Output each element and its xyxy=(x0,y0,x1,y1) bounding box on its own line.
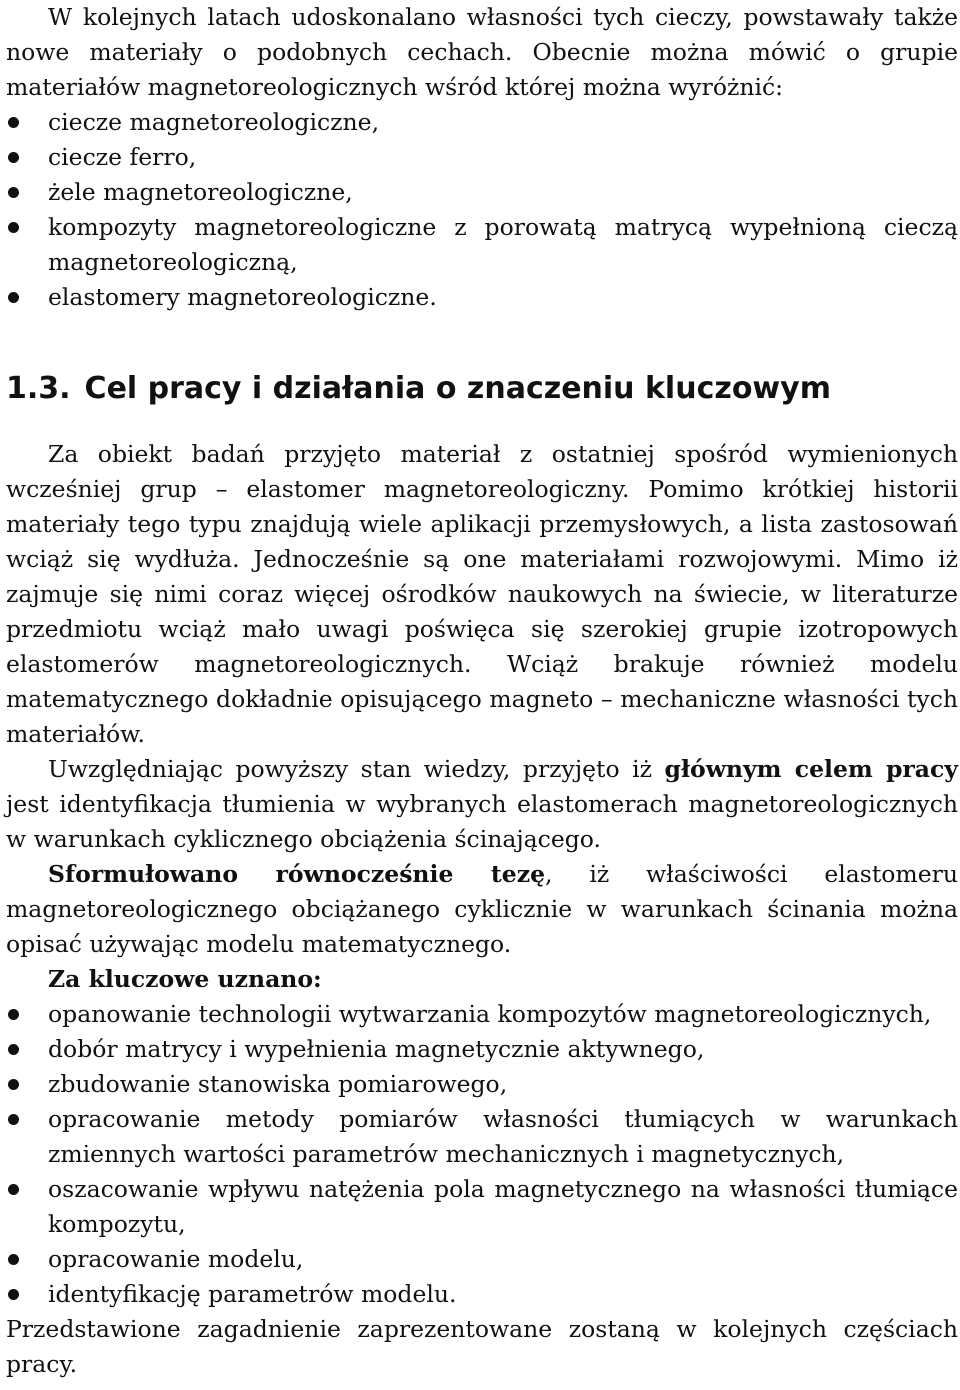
list-item-text: dobór matrycy i wypełnienia magnetycznie aktywnego, xyxy=(48,1035,705,1063)
list-item-text: opanowanie technologii wytwarzania kompozytów magnetoreologicznych, xyxy=(48,1000,932,1028)
bullet-icon xyxy=(8,152,19,163)
list-item xyxy=(6,1172,958,1242)
list-item xyxy=(6,105,958,140)
document-page xyxy=(6,0,958,1382)
list-item-text: identyfikację parametrów modelu. xyxy=(48,1280,457,1308)
list-item xyxy=(6,210,958,280)
material-list xyxy=(6,105,958,315)
list-item xyxy=(6,175,958,210)
bullet-icon xyxy=(8,117,19,128)
bullet-icon xyxy=(8,222,19,233)
list-item xyxy=(6,1032,958,1067)
bullet-icon xyxy=(8,1044,19,1055)
section-title: Cel pracy i działania o znaczeniu kluczowym xyxy=(84,371,831,406)
list-item-text: opracowanie modelu, xyxy=(48,1245,304,1273)
bullet-icon xyxy=(8,1114,19,1125)
list-item-text: kompozyty magnetoreologiczne z porowatą matrycą wypełnioną cieczą magnetoreologiczną, xyxy=(48,213,958,276)
paragraph-text: Uwzględniając powyższy stan wiedzy, przyjęto iż xyxy=(48,755,665,783)
intro-paragraph: W kolejnych latach udoskonalano własności tych cieczy, powstawały także nowe materiały o podobnych cechach. Obecnie można mówić o grupie materiałów magnetoreologicznych wśród której można wyróżnić: xyxy=(6,3,958,101)
list-item xyxy=(6,1242,958,1277)
list-item xyxy=(6,997,958,1032)
key-items-heading: Za kluczowe uznano: xyxy=(48,965,322,993)
list-item-text: ciecze magnetoreologiczne, xyxy=(48,108,380,136)
bullet-icon xyxy=(8,292,19,303)
list-item-text: żele magnetoreologiczne, xyxy=(48,178,353,206)
bullet-icon xyxy=(8,187,19,198)
list-item-text: elastomery magnetoreologiczne. xyxy=(48,283,437,311)
list-item-text: zbudowanie stanowiska pomiarowego, xyxy=(48,1070,508,1098)
body-paragraph-2 xyxy=(6,752,958,857)
bullet-icon xyxy=(8,1289,19,1300)
list-item xyxy=(6,1277,958,1312)
paragraph-text: , iż właściwości elastomeru magnetoreologicznego obciążanego cyklicznie w warunkach ścinania można opisać używając modelu matematycznego. xyxy=(6,860,958,958)
bullet-icon xyxy=(8,1079,19,1090)
thesis-emphasis: Sformułowano równocześnie tezę xyxy=(48,860,546,888)
section-number: 1.3. xyxy=(6,371,71,406)
bullet-icon xyxy=(8,1254,19,1265)
body-paragraph-3 xyxy=(6,857,958,962)
list-item xyxy=(6,280,958,315)
bullet-icon xyxy=(8,1184,19,1195)
list-item-text: opracowanie metody pomiarów własności tłumiących w warunkach zmiennych wartości parametrów mechanicznych i magnetycznych, xyxy=(48,1105,958,1168)
bullet-icon xyxy=(8,1009,19,1020)
body-paragraph-1: Za obiekt badań przyjęto materiał z ostatniej spośród wymienionych wcześniej grup – elastomer magnetoreologiczny. Pomimo krótkiej historii materiały tego typu znajdują wiele aplikacji przemysłowych, a lista zastosowań wciąż się wydłuża. Jednocześnie są one materiałami rozwojowymi. Mimo iż zajmuje się nimi coraz więcej ośrodków naukowych na świecie, w literaturze przedmiotu wciąż mało uwagi poświęca się szerokiej grupie izotropowych elastomerów magnetoreologicznych. Wciąż brakuje również modelu matematycznego dokładnie opisującego magneto – mechaniczne własności tych materiałów. xyxy=(6,440,958,748)
main-goal-emphasis: głównym celem pracy xyxy=(664,755,958,783)
list-item xyxy=(6,1067,958,1102)
paragraph-text: jest identyfikacja tłumienia w wybranych elastomerach magnetoreologicznych w warunkach cyklicznego obciążenia ścinającego. xyxy=(6,790,958,853)
section-heading xyxy=(6,369,958,409)
list-item-text: ciecze ferro, xyxy=(48,143,197,171)
list-item-text: oszacowanie wpływu natężenia pola magnetycznego na własności tłumiące kompozytu, xyxy=(48,1175,958,1238)
key-list xyxy=(6,997,958,1312)
closing-paragraph: Przedstawione zagadnienie zaprezentowane zostaną w kolejnych częściach pracy. xyxy=(6,1315,958,1378)
list-item xyxy=(6,1102,958,1172)
list-item xyxy=(6,140,958,175)
